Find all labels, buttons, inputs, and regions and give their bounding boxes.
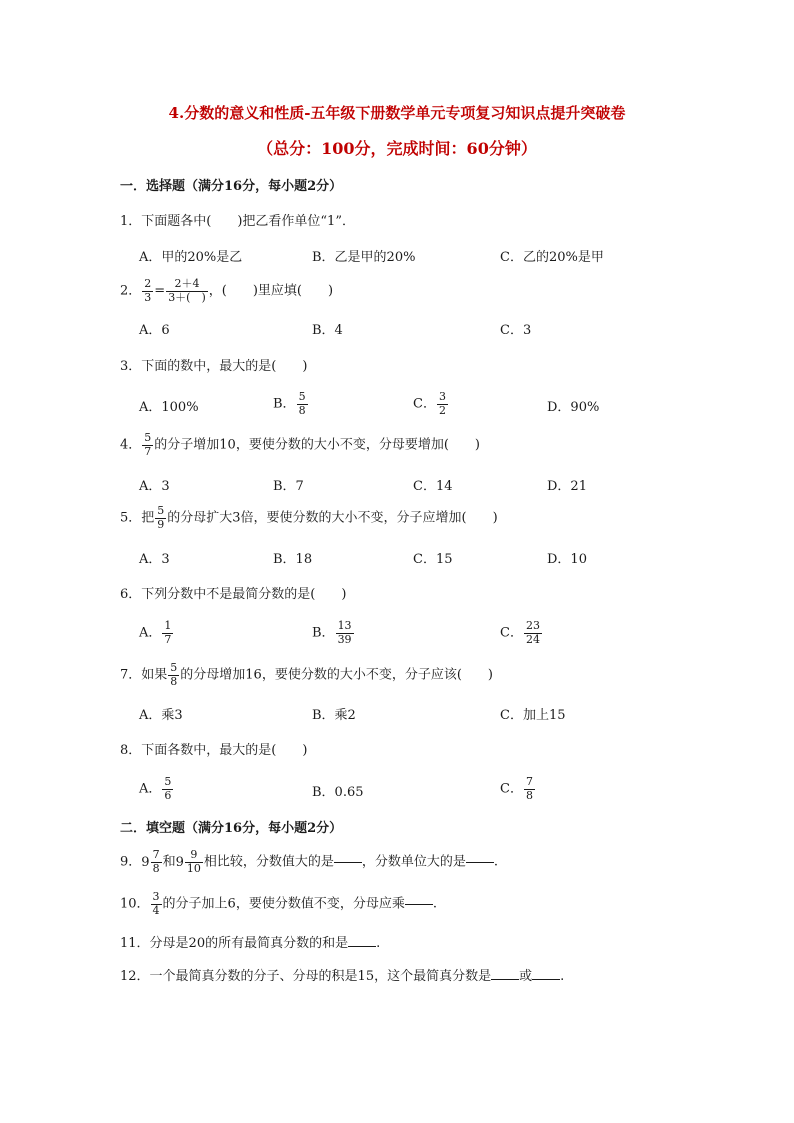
question-3: [120, 360, 307, 373]
answer-blank-9b[interactable]: [466, 862, 494, 863]
question-2-text-2: )里应填(: [252, 283, 303, 299]
q3-option-b[interactable]: B． $\frac{5}{8}$: [273, 390, 306, 417]
q7-option-b[interactable]: B．乘2: [312, 708, 356, 723]
answer-blank-9a[interactable]: [334, 862, 362, 863]
q2-option-a[interactable]: A．6: [139, 323, 170, 338]
question-1-stem-end: )把乙看作单位“1”．: [237, 214, 355, 229]
q7-option-c[interactable]: C．加上15: [500, 708, 566, 723]
fraction-5-8: $\frac{5}{8}$: [170, 661, 178, 688]
exam-subtitle: （总分：100分，完成时间：60分钟）: [257, 139, 537, 158]
question-1: [120, 215, 355, 228]
q6-option-a[interactable]: A． $\frac{1}{7}$: [139, 619, 172, 646]
question-7-stem: 的分母增加16，要使分数的大小不变，分子应该(: [180, 667, 462, 683]
answer-blank-11[interactable]: [348, 946, 376, 947]
fraction-5-9: $\frac{5}{9}$: [157, 504, 165, 531]
question-2: [120, 278, 333, 304]
q5-option-c[interactable]: C．15: [413, 552, 453, 567]
question-11-stem: 11．分母是20的所有最简真分数的和是: [120, 936, 349, 951]
mixed-number-9-7-8: 9 $\frac{7}{8}$: [141, 848, 160, 875]
section-fill-heading: 二．填空题（满分16分，每小题2分）: [120, 821, 343, 836]
question-4-stem: 的分子增加10，要使分数的大小不变，分母要增加(: [154, 437, 449, 453]
question-12: 12．一个最简真分数的分子、分母的积是15，这个最简真分数是 或 .: [120, 969, 565, 984]
q4-option-d[interactable]: D．21: [547, 479, 587, 494]
answer-blank-10[interactable]: [405, 904, 433, 905]
section-choice-heading: 一．选择题（满分16分，每小题2分）: [120, 179, 343, 194]
q6-option-c[interactable]: C． $\frac{23}{24}$: [500, 619, 540, 646]
q3-option-d[interactable]: D．90%: [547, 400, 600, 415]
question-6-stem: 6．下列分数中不是最简分数的是(: [120, 587, 316, 602]
q7-option-a[interactable]: A．乘3: [139, 708, 183, 723]
question-5: 5．把 $\frac{5}{9}$ 的分母扩大3倍，要使分数的大小不变，分子应增加( ): [120, 504, 498, 531]
q1-option-a[interactable]: A．甲的20%是乙: [139, 250, 243, 265]
q8-option-c[interactable]: C． $\frac{7}{8}$: [500, 775, 533, 802]
q5-option-b[interactable]: B．18: [273, 552, 313, 567]
fraction-3-4: $\frac{3}{4}$: [152, 890, 160, 917]
q3-option-c[interactable]: C． $\frac{3}{2}$: [413, 390, 446, 417]
q5-option-a[interactable]: A．3: [139, 552, 170, 567]
q4-option-c[interactable]: C．14: [413, 479, 453, 494]
question-8-stem: 8．下面各数中，最大的是(: [120, 743, 277, 758]
question-3-stem: 3．下面的数中，最大的是(: [120, 359, 277, 374]
question-9-stem: 相比较，分数值大的是: [203, 854, 334, 870]
q1-option-c[interactable]: C．乙的20%是甲: [500, 250, 604, 265]
question-11: 11．分母是20的所有最简真分数的和是 .: [120, 936, 381, 951]
question-2-text-1: ，(: [208, 283, 227, 299]
q5-option-d[interactable]: D．10: [547, 552, 587, 567]
q2-option-c[interactable]: C．3: [500, 323, 532, 338]
fraction-5-7: $\frac{5}{7}$: [144, 431, 152, 458]
q3-option-a[interactable]: A．100%: [139, 400, 199, 415]
q2-option-b[interactable]: B．4: [312, 323, 343, 338]
question-10: 10． $\frac{3}{4}$ 的分子加上6，要使分数值不变，分母应乘 .: [120, 890, 437, 917]
question-1-stem: 1．下面题各中(: [120, 214, 212, 229]
q4-option-b[interactable]: B．7: [273, 479, 304, 494]
mixed-number-9-9-10: 9 $\frac{9}{10}$: [175, 848, 201, 875]
question-2-number: 2．: [120, 283, 142, 299]
answer-blank-12b[interactable]: [532, 979, 560, 980]
q8-option-b[interactable]: B．0.65: [312, 785, 364, 800]
answer-blank-12a[interactable]: [491, 979, 519, 980]
q8-option-a[interactable]: A． $\frac{5}{6}$: [139, 775, 172, 802]
question-4: 4． $\frac{5}{7}$ 的分子增加10，要使分数的大小不变，分母要增加( ): [120, 431, 480, 458]
question-8: 8．下面各数中，最大的是( ): [120, 743, 308, 758]
question-5-stem: 的分母扩大3倍，要使分数的大小不变，分子应增加(: [167, 510, 467, 526]
q1-option-b[interactable]: B．乙是甲的20%: [312, 250, 416, 265]
equals-sign: =: [154, 283, 166, 299]
question-6: 6．下列分数中不是最简分数的是( ): [120, 587, 347, 602]
question-2-text-3: ): [328, 283, 334, 299]
q6-option-b[interactable]: B． $\frac{13}{39}$: [312, 619, 352, 646]
question-7: 7．如果 $\frac{5}{8}$ 的分母增加16，要使分数的大小不变，分子应该( ): [120, 661, 493, 688]
question-3-stem-end: ): [302, 359, 308, 374]
q4-option-a[interactable]: A．3: [139, 479, 170, 494]
question-10-stem: 的分子加上6，要使分数值不变，分母应乘: [162, 896, 405, 912]
question-9: 9． 9 $\frac{7}{8}$ 和 9 $\frac{9}{10}$ 相比较，分数值大的是 ，分数单位大的是 .: [120, 848, 499, 875]
fraction-2-3: $\frac{2}{3}$: [144, 277, 152, 304]
exam-title: 4.分数的意义和性质-五年级下册数学单元专项复习知识点提升突破卷: [168, 104, 626, 122]
question-12-stem: 12．一个最简真分数的分子、分母的积是15，这个最简真分数是: [120, 969, 492, 984]
fraction-expression: $\frac{2+4}{3+( )}$: [168, 277, 206, 304]
